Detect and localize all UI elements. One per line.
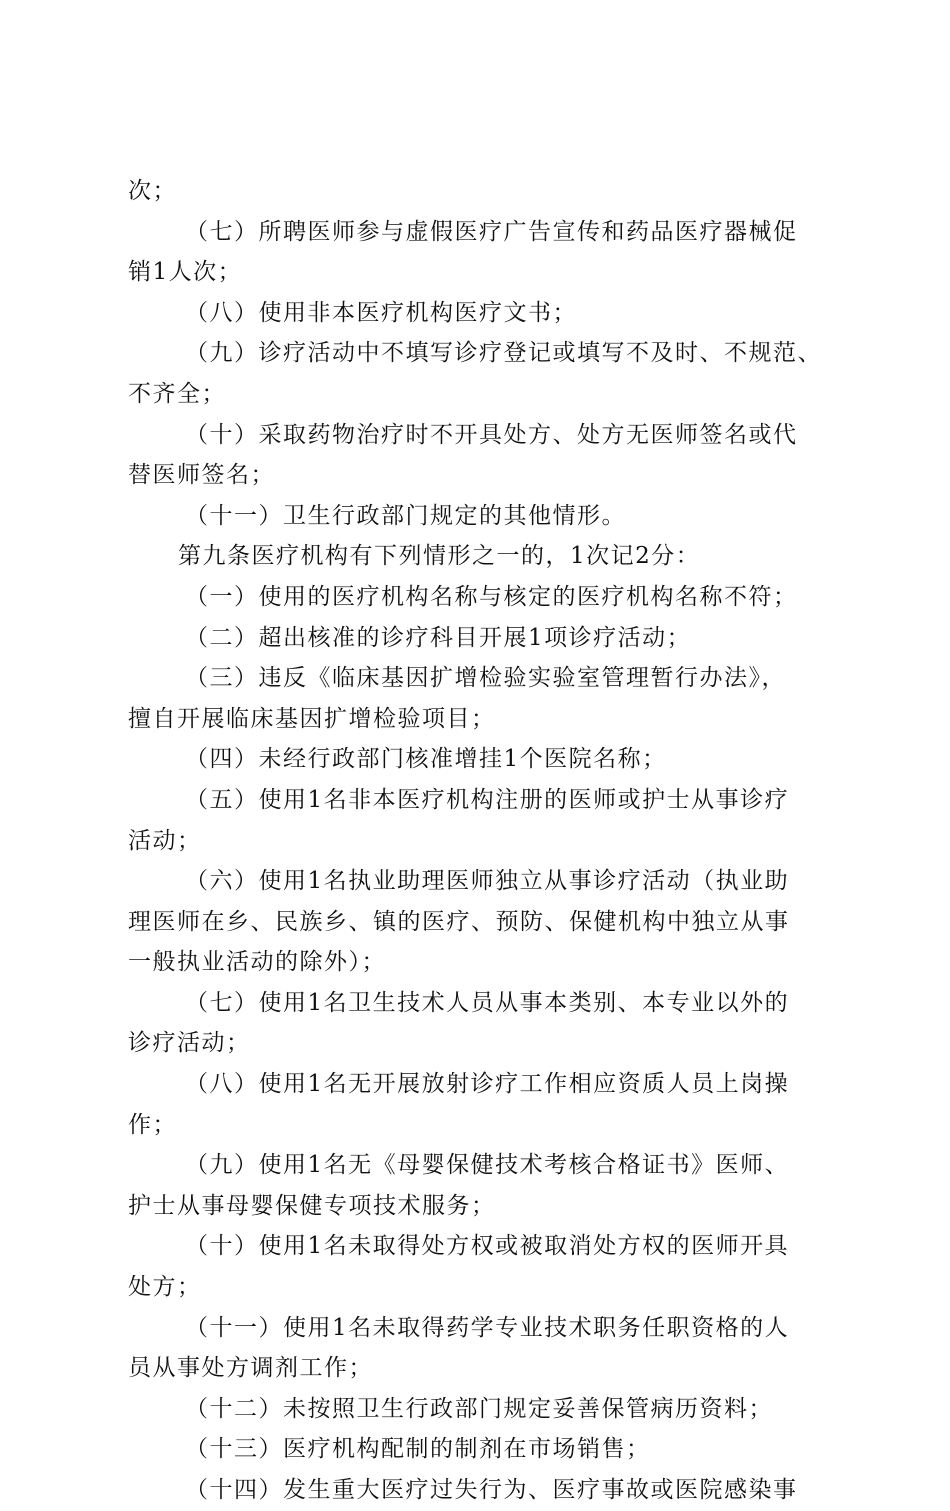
paragraph-line: （八）使用1名无开展放射诊疗工作相应资质人员上岗操 <box>185 1071 790 1098</box>
paragraph-line: 员从事处方调剂工作； <box>128 1355 373 1382</box>
paragraph-line: 一般执业活动的除外）； <box>128 949 386 976</box>
paragraph-line: 护士从事母婴保健专项技术服务； <box>128 1192 496 1219</box>
paragraph-line: （十一）卫生行政部门规定的其他情形。 <box>185 502 626 529</box>
paragraph-line: 不齐全； <box>128 380 226 407</box>
paragraph-line: 诊疗活动； <box>128 1030 251 1057</box>
paragraph-line: 活动； <box>128 827 202 854</box>
paragraph-line: 理医师在乡、民族乡、镇的医疗、预防、保健机构中独立从事 <box>128 908 790 935</box>
paragraph-line: （十三）医疗机构配制的制剂在市场销售； <box>185 1436 651 1463</box>
paragraph-line: （九）诊疗活动中不填写诊疗登记或填写不及时、不规范、 <box>185 340 822 367</box>
paragraph-line: （一）使用的医疗机构名称与核定的医疗机构名称不符； <box>185 583 798 610</box>
paragraph-line: （十）采取药物治疗时不开具处方、处方无医师签名或代 <box>185 421 798 448</box>
paragraph-line: （十二）未按照卫生行政部门规定妥善保管病历资料； <box>185 1395 773 1422</box>
paragraph-line: （十）使用1名未取得处方权或被取消处方权的医师开具 <box>185 1233 790 1260</box>
paragraph-line: （六）使用1名执业助理医师独立从事诊疗活动（执业助 <box>185 868 790 895</box>
article-heading: 第九条医疗机构有下列情形之一的，1次记2分： <box>178 543 701 570</box>
paragraph-line: 次； <box>128 178 177 204</box>
paragraph-line: （三）违反《临床基因扩增检验实验室管理暂行办法》， <box>185 665 786 692</box>
paragraph-line: （四）未经行政部门核准增挂1个医院名称； <box>185 746 667 773</box>
paragraph-line: （九）使用1名无《母婴保健技术考核合格证书》医师、 <box>185 1152 790 1179</box>
paragraph-line: 擅自开展临床基因扩增检验项目； <box>128 705 496 732</box>
paragraph-line: 替医师签名； <box>128 462 275 489</box>
paragraph-line: 作； <box>128 1111 177 1138</box>
paragraph-line: （十四）发生重大医疗过失行为、医疗事故或医院感染事 <box>185 1477 798 1503</box>
paragraph-line: 处方； <box>128 1274 202 1301</box>
paragraph-line: （五）使用1名非本医疗机构注册的医师或护士从事诊疗 <box>185 786 790 813</box>
paragraph-line: （七）使用1名卫生技术人员从事本类别、本专业以外的 <box>185 989 790 1016</box>
document-body <box>128 171 848 1511</box>
paragraph-line: （十一）使用1名未取得药学专业技术职务任职资格的人 <box>185 1314 790 1341</box>
paragraph-line: （八）使用非本医疗机构医疗文书； <box>185 299 577 326</box>
paragraph-line: （二）超出核准的诊疗科目开展1项诊疗活动； <box>185 624 692 651</box>
paragraph-line: （七）所聘医师参与虚假医疗广告宣传和药品医疗器械促 <box>185 218 798 245</box>
paragraph-line: 销1人次； <box>128 259 243 286</box>
